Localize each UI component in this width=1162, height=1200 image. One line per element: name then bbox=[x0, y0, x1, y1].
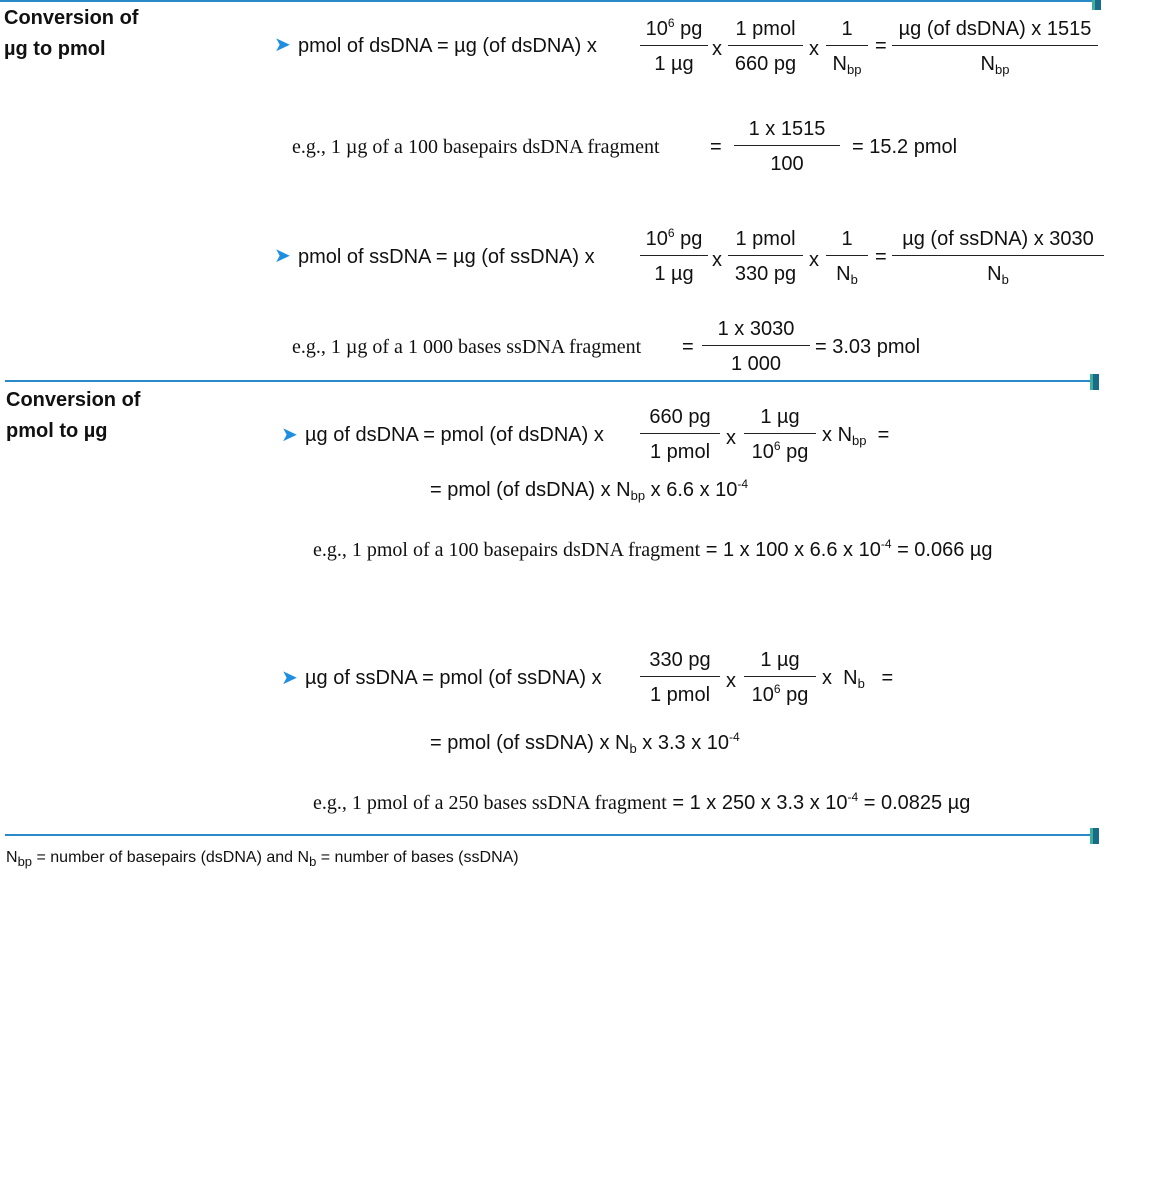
example-result: = 3.03 pmol bbox=[815, 336, 921, 358]
fraction: $10^6$ pg 1 µg bbox=[640, 226, 708, 287]
example-3: e.g., 1 pmol of a 100 basepairs dsDNA fragment = 1 x 100 x 6.6 x $10^{-4} = 0.066$ µg bbox=[313, 537, 993, 561]
formula-lhs: µg of ssDNA = pmol (of ssDNA) x bbox=[305, 667, 602, 689]
fraction: $\frac{1}{N_b}$ bbox=[826, 226, 868, 287]
fraction: $\frac{1 x 3030}{1 000}$ bbox=[702, 316, 810, 377]
section-divider bbox=[5, 834, 1095, 836]
example-result: = 15.2 pmol bbox=[852, 136, 958, 158]
times: x bbox=[726, 670, 736, 692]
formula-lhs: pmol of ssDNA = µg (of ssDNA) x bbox=[298, 246, 595, 268]
times: x bbox=[809, 249, 819, 271]
times: x bbox=[726, 427, 736, 449]
example-text: e.g., 1 µg of a 1 000 bases ssDNA fragment bbox=[292, 336, 642, 358]
equals: = bbox=[710, 136, 722, 158]
bullet-arrow-icon: ➤ bbox=[274, 34, 291, 56]
fraction: 1 pmol 330 pg bbox=[728, 226, 803, 287]
divider-cap bbox=[1090, 828, 1099, 844]
top-divider bbox=[0, 0, 1098, 2]
fraction: 660 pg 1 pmol bbox=[640, 404, 720, 465]
bullet-arrow-icon: ➤ bbox=[281, 667, 298, 689]
fraction: 1 pmol 660 pg bbox=[728, 16, 803, 77]
times: x bbox=[809, 38, 819, 60]
example-4: e.g., 1 pmol of a 250 bases ssDNA fragment = 1 x 250 x 3.3 x $10^{-4} = 0.0825$ µg bbox=[313, 790, 971, 814]
section-label-ug-to-pmol: Conversion of µg to pmol bbox=[4, 7, 139, 60]
divider-cap bbox=[1092, 0, 1101, 10]
example-text: e.g., 1 µg of a 100 basepairs dsDNA fragment bbox=[292, 136, 660, 158]
fraction: µg (of ssDNA) x 3030 $N_b$ bbox=[892, 226, 1104, 287]
bullet-arrow-icon: ➤ bbox=[274, 245, 291, 267]
formula-line2: = pmol (of dsDNA) x $N_{bp}$ x 6.6 x $10^{-4}$ bbox=[430, 477, 749, 503]
equals: = bbox=[875, 246, 887, 268]
fraction: $\frac{1 x 1515}{100}$ bbox=[734, 116, 840, 177]
formula-line2: = pmol (of ssDNA) x $N_b$ x 3.3 x $10^{-4}$ bbox=[430, 730, 740, 756]
bullet-arrow-icon: ➤ bbox=[281, 424, 298, 446]
equals: = bbox=[682, 336, 694, 358]
formula-lhs: pmol of dsDNA = µg (of dsDNA) x bbox=[298, 35, 597, 57]
times: x bbox=[712, 38, 722, 60]
fraction: 1 µg $10^6$ pg bbox=[744, 404, 816, 465]
section-divider bbox=[5, 380, 1095, 382]
fraction: 1 µg $10^6$ pg bbox=[744, 647, 816, 708]
fraction: 330 pg 1 pmol bbox=[640, 647, 720, 708]
equals: = bbox=[875, 35, 887, 57]
times: x bbox=[712, 249, 722, 271]
footnote: $N_{bp}$ = number of basepairs (dsDNA) and $N_b$ = number of bases (ssDNA) bbox=[6, 849, 519, 869]
fraction: 1 $N_{bp}$ bbox=[826, 16, 868, 77]
divider-cap bbox=[1090, 374, 1099, 390]
formula-tail: x $N_{bp}$ = bbox=[822, 424, 890, 448]
section-label-pmol-to-ug: Conversion of pmol to µg bbox=[6, 389, 141, 442]
fraction: $10^6$ pg 1 µg bbox=[640, 16, 708, 77]
formula-tail: x $N_b$ = bbox=[822, 667, 894, 691]
formula-lhs: µg of dsDNA = pmol (of dsDNA) x bbox=[305, 424, 604, 446]
fraction: µg (of dsDNA) x 1515 $N_{bp}$ bbox=[892, 16, 1098, 77]
